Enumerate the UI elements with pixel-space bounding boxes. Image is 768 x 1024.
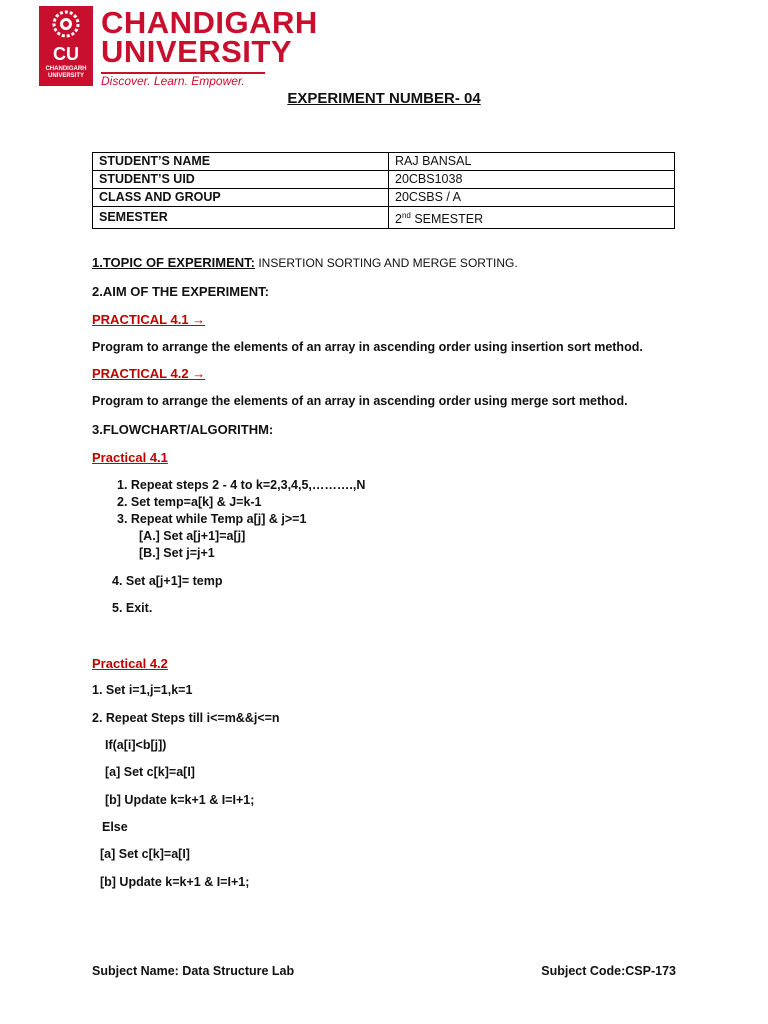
table-row xyxy=(93,207,675,229)
footer-subject-code: Subject Code:CSP-173 xyxy=(541,964,676,978)
practical-4-1-description: Program to arrange the elements of an array in ascending order using insertion sort method. xyxy=(92,340,643,354)
document-title: EXPERIMENT NUMBER- 04 xyxy=(287,90,481,107)
algo-4-1-step: 2. Set temp=a[k] & J=k-1 xyxy=(117,495,262,509)
algo-4-2-step: [a] Set c[k]=a[I] xyxy=(105,765,195,779)
algo-4-2-step: Else xyxy=(102,820,128,834)
topic-line xyxy=(92,255,518,270)
algo-4-2-step: 1. Set i=1,j=1,k=1 xyxy=(92,683,193,697)
algo-4-2-step: 2. Repeat Steps till i<=m&&j<=n xyxy=(92,711,280,725)
info-label: SEMESTER xyxy=(93,207,389,229)
practical-4-1-label: PRACTICAL 4.1 → xyxy=(92,312,206,327)
flowchart-heading: 3.FLOWCHART/ALGORITHM: xyxy=(92,422,274,437)
logo-badge: CU xyxy=(53,44,79,64)
algo-4-2-step: [b] Update k=k+1 & I=I+1; xyxy=(105,793,255,807)
logo-name-line1: CHANDIGARH xyxy=(101,5,318,40)
table-row xyxy=(93,153,675,171)
logo-name-line2: UNIVERSITY xyxy=(101,34,293,69)
algo-4-1-step: 3. Repeat while Temp a[j] & j>=1 xyxy=(117,512,307,526)
semester-text: SEMESTER xyxy=(410,212,484,227)
info-label: STUDENT’S UID xyxy=(93,171,389,189)
algo-4-1-step: 5. Exit. xyxy=(112,601,153,615)
algo-4-2-step: If(a[i]<b[j]) xyxy=(105,738,167,752)
semester-number: 2 xyxy=(395,212,402,227)
aim-heading: 2.AIM OF THE EXPERIMENT: xyxy=(92,284,269,299)
algo-4-2-label: Practical 4.2 xyxy=(92,656,168,671)
university-logo xyxy=(39,5,318,88)
info-value xyxy=(389,207,675,229)
info-value: 20CBS1038 xyxy=(389,171,675,189)
info-label: CLASS AND GROUP xyxy=(93,189,389,207)
table-row xyxy=(93,171,675,189)
logo-tagline: Discover. Learn. Empower. xyxy=(101,74,245,88)
table-row xyxy=(93,189,675,207)
algo-4-1-step: 4. Set a[j+1]= temp xyxy=(112,574,223,588)
algo-4-1-substep: [B.] Set j=j+1 xyxy=(139,546,215,560)
algo-4-1-step: 1. Repeat steps 2 - 4 to k=2,3,4,5,……….,N xyxy=(117,478,366,492)
logo-emblem xyxy=(39,6,93,86)
topic-text: INSERTION SORTING AND MERGE SORTING. xyxy=(255,256,518,270)
algo-4-1-label: Practical 4.1 xyxy=(92,450,168,465)
logo-badge-small: CHANDIGARH UNIVERSITY xyxy=(45,66,87,79)
student-info-table xyxy=(92,152,675,229)
info-value: 20CSBS / A xyxy=(389,189,675,207)
algo-4-2-step: [b] Update k=k+1 & I=I+1; xyxy=(100,875,250,889)
algo-4-1-substep: [A.] Set a[j+1]=a[j] xyxy=(139,529,246,543)
footer-subject-name: Subject Name: Data Structure Lab xyxy=(92,964,295,978)
algo-4-2-step: [a] Set c[k]=a[I] xyxy=(100,847,190,861)
info-value: RAJ BANSAL xyxy=(389,153,675,171)
semester-suffix: nd xyxy=(401,211,411,220)
practical-4-2-description: Program to arrange the elements of an array in ascending order using merge sort method. xyxy=(92,394,628,408)
practical-4-2-label: PRACTICAL 4.2 → xyxy=(92,366,206,381)
info-label: STUDENT’S NAME xyxy=(93,153,389,171)
gear-emblem-icon xyxy=(39,6,93,46)
topic-label: 1.TOPIC OF EXPERIMENT: xyxy=(92,255,256,270)
